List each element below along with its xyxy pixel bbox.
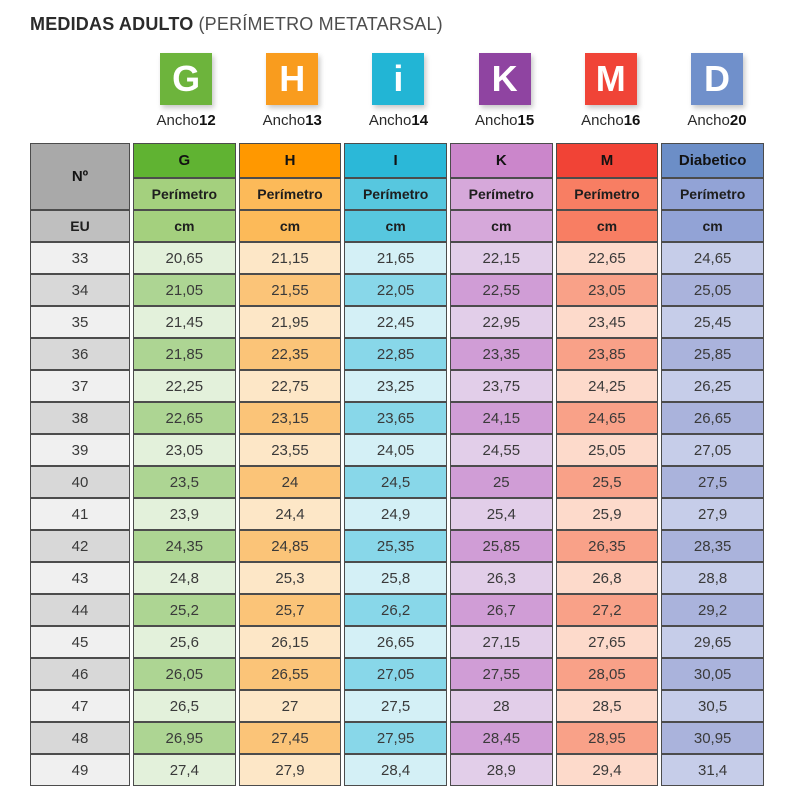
value-cell: 22,55 xyxy=(450,274,553,306)
column-header-Diabetico: Diabetico xyxy=(661,143,764,178)
header-row-units xyxy=(30,210,764,242)
perimetro-header: Perímetro xyxy=(133,178,236,210)
ancho-text: Ancho xyxy=(156,112,200,129)
value-cell: 27,9 xyxy=(661,498,764,530)
page-title-sub: (PERÍMETRO METATARSAL) xyxy=(198,14,443,34)
width-letter-tile-G: G xyxy=(160,53,212,105)
value-cell: 24 xyxy=(239,466,342,498)
value-cell: 22,75 xyxy=(239,370,342,402)
value-cell: 25,8 xyxy=(344,562,447,594)
size-row xyxy=(30,754,764,786)
value-cell: 22,65 xyxy=(133,402,236,434)
value-cell: 28,9 xyxy=(450,754,553,786)
width-letter-tile-D: D xyxy=(691,53,743,105)
width-letter-tile-K: K xyxy=(479,53,531,105)
width-badge xyxy=(345,53,451,129)
unit-cell: cm xyxy=(661,210,764,242)
width-badge-label xyxy=(156,112,215,129)
size-row xyxy=(30,690,764,722)
value-cell: 23,05 xyxy=(133,434,236,466)
column-header-G: G xyxy=(133,143,236,178)
value-cell: 30,95 xyxy=(661,722,764,754)
size-row xyxy=(30,434,764,466)
value-cell: 27,15 xyxy=(450,626,553,658)
value-cell: 23,25 xyxy=(344,370,447,402)
width-badge xyxy=(452,53,558,129)
size-cell: 35 xyxy=(30,306,130,338)
page-title xyxy=(30,14,770,35)
width-badge-label xyxy=(687,112,746,129)
size-row xyxy=(30,626,764,658)
header-row-letters xyxy=(30,143,764,178)
value-cell: 26,65 xyxy=(344,626,447,658)
size-row xyxy=(30,530,764,562)
value-cell: 23,55 xyxy=(239,434,342,466)
size-cell: 40 xyxy=(30,466,130,498)
width-badge xyxy=(133,53,239,129)
value-cell: 28,05 xyxy=(556,658,659,690)
value-cell: 29,65 xyxy=(661,626,764,658)
header-row-perimetro xyxy=(30,178,764,210)
column-header-M: M xyxy=(556,143,659,178)
value-cell: 23,5 xyxy=(133,466,236,498)
value-cell: 27,55 xyxy=(450,658,553,690)
size-row xyxy=(30,498,764,530)
value-cell: 27,05 xyxy=(661,434,764,466)
value-cell: 26,2 xyxy=(344,594,447,626)
size-cell: 37 xyxy=(30,370,130,402)
size-cell: 39 xyxy=(30,434,130,466)
value-cell: 21,55 xyxy=(239,274,342,306)
ancho-text: Ancho xyxy=(687,112,730,129)
value-cell: 24,5 xyxy=(344,466,447,498)
value-cell: 27,45 xyxy=(239,722,342,754)
size-cell: 41 xyxy=(30,498,130,530)
value-cell: 24,35 xyxy=(133,530,236,562)
size-row xyxy=(30,274,764,306)
value-cell: 27,05 xyxy=(344,658,447,690)
size-row xyxy=(30,466,764,498)
value-cell: 24,8 xyxy=(133,562,236,594)
column-header-I: I xyxy=(344,143,447,178)
value-cell: 22,95 xyxy=(450,306,553,338)
value-cell: 22,45 xyxy=(344,306,447,338)
value-cell: 25,85 xyxy=(661,338,764,370)
value-cell: 25,35 xyxy=(344,530,447,562)
size-cell: 48 xyxy=(30,722,130,754)
unit-cell: cm xyxy=(239,210,342,242)
ancho-text: Ancho xyxy=(368,112,412,129)
ancho-text: Ancho xyxy=(581,112,624,129)
value-cell: 26,15 xyxy=(239,626,342,658)
value-cell: 26,65 xyxy=(661,402,764,434)
size-cell: 34 xyxy=(30,274,130,306)
width-badge xyxy=(664,53,770,129)
value-cell: 25,45 xyxy=(661,306,764,338)
value-cell: 26,3 xyxy=(450,562,553,594)
value-cell: 27,95 xyxy=(344,722,447,754)
ancho-number: 13 xyxy=(305,112,322,129)
value-cell: 24,65 xyxy=(556,402,659,434)
value-cell: 29,4 xyxy=(556,754,659,786)
value-cell: 25,9 xyxy=(556,498,659,530)
value-cell: 24,9 xyxy=(344,498,447,530)
perimetro-header: Perímetro xyxy=(239,178,342,210)
value-cell: 21,65 xyxy=(344,242,447,274)
value-cell: 26,7 xyxy=(450,594,553,626)
value-cell: 28,95 xyxy=(556,722,659,754)
value-cell: 24,4 xyxy=(239,498,342,530)
page-title-main: MEDIDAS ADULTO xyxy=(30,14,194,34)
value-cell: 23,05 xyxy=(556,274,659,306)
value-cell: 27 xyxy=(239,690,342,722)
value-cell: 24,85 xyxy=(239,530,342,562)
size-table xyxy=(27,143,767,786)
width-badges-row xyxy=(30,53,770,129)
value-cell: 25,85 xyxy=(450,530,553,562)
value-cell: 28,4 xyxy=(344,754,447,786)
size-cell: 38 xyxy=(30,402,130,434)
value-cell: 28 xyxy=(450,690,553,722)
size-cell: 45 xyxy=(30,626,130,658)
ancho-number: 20 xyxy=(729,112,747,129)
value-cell: 26,8 xyxy=(556,562,659,594)
ancho-number: 12 xyxy=(199,112,216,129)
value-cell: 23,75 xyxy=(450,370,553,402)
perimetro-header: Perímetro xyxy=(450,178,553,210)
value-cell: 26,95 xyxy=(133,722,236,754)
width-letter-tile-M: M xyxy=(585,53,637,105)
value-cell: 25,05 xyxy=(556,434,659,466)
value-cell: 28,35 xyxy=(661,530,764,562)
value-cell: 24,15 xyxy=(450,402,553,434)
width-badge-label xyxy=(475,112,534,129)
value-cell: 22,25 xyxy=(133,370,236,402)
width-letter-tile-H: H xyxy=(266,53,318,105)
size-row xyxy=(30,370,764,402)
column-header-K: K xyxy=(450,143,553,178)
size-row xyxy=(30,658,764,690)
value-cell: 23,65 xyxy=(344,402,447,434)
value-cell: 22,85 xyxy=(344,338,447,370)
value-cell: 27,5 xyxy=(344,690,447,722)
eu-header: EU xyxy=(30,210,130,242)
value-cell: 24,25 xyxy=(556,370,659,402)
value-cell: 23,45 xyxy=(556,306,659,338)
size-cell: 36 xyxy=(30,338,130,370)
value-cell: 22,35 xyxy=(239,338,342,370)
corner-header: Nº xyxy=(30,143,130,210)
ancho-text: Ancho xyxy=(474,112,518,129)
column-header-H: H xyxy=(239,143,342,178)
value-cell: 28,5 xyxy=(556,690,659,722)
value-cell: 26,25 xyxy=(661,370,764,402)
size-row xyxy=(30,402,764,434)
value-cell: 24,65 xyxy=(661,242,764,274)
value-cell: 26,5 xyxy=(133,690,236,722)
ancho-number: 15 xyxy=(517,112,535,129)
value-cell: 24,05 xyxy=(344,434,447,466)
value-cell: 29,2 xyxy=(661,594,764,626)
value-cell: 27,4 xyxy=(133,754,236,786)
size-cell: 47 xyxy=(30,690,130,722)
size-row xyxy=(30,722,764,754)
value-cell: 27,9 xyxy=(239,754,342,786)
value-cell: 22,15 xyxy=(450,242,553,274)
value-cell: 23,9 xyxy=(133,498,236,530)
value-cell: 21,85 xyxy=(133,338,236,370)
size-cell: 43 xyxy=(30,562,130,594)
value-cell: 30,5 xyxy=(661,690,764,722)
width-badge xyxy=(239,53,345,129)
value-cell: 26,55 xyxy=(239,658,342,690)
value-cell: 25 xyxy=(450,466,553,498)
unit-cell: cm xyxy=(556,210,659,242)
value-cell: 25,5 xyxy=(556,466,659,498)
value-cell: 27,65 xyxy=(556,626,659,658)
value-cell: 22,65 xyxy=(556,242,659,274)
width-letter-tile-i: i xyxy=(372,53,424,105)
size-cell: 33 xyxy=(30,242,130,274)
value-cell: 25,2 xyxy=(133,594,236,626)
size-row xyxy=(30,306,764,338)
size-cell: 44 xyxy=(30,594,130,626)
ancho-number: 16 xyxy=(623,112,641,129)
value-cell: 22,05 xyxy=(344,274,447,306)
size-cell: 42 xyxy=(30,530,130,562)
size-row xyxy=(30,562,764,594)
ancho-number: 14 xyxy=(411,112,429,129)
value-cell: 23,15 xyxy=(239,402,342,434)
size-row xyxy=(30,338,764,370)
value-cell: 25,3 xyxy=(239,562,342,594)
size-row xyxy=(30,594,764,626)
value-cell: 23,35 xyxy=(450,338,553,370)
width-badge-label xyxy=(581,112,640,129)
value-cell: 25,6 xyxy=(133,626,236,658)
perimetro-header: Perímetro xyxy=(661,178,764,210)
value-cell: 24,55 xyxy=(450,434,553,466)
value-cell: 21,95 xyxy=(239,306,342,338)
value-cell: 25,7 xyxy=(239,594,342,626)
value-cell: 21,15 xyxy=(239,242,342,274)
value-cell: 26,05 xyxy=(133,658,236,690)
value-cell: 27,5 xyxy=(661,466,764,498)
width-badge-label xyxy=(263,112,322,129)
width-badge xyxy=(558,53,664,129)
value-cell: 26,35 xyxy=(556,530,659,562)
value-cell: 28,8 xyxy=(661,562,764,594)
value-cell: 25,4 xyxy=(450,498,553,530)
width-badge-label xyxy=(369,112,428,129)
ancho-text: Ancho xyxy=(262,112,306,129)
value-cell: 23,85 xyxy=(556,338,659,370)
perimetro-header: Perímetro xyxy=(556,178,659,210)
unit-cell: cm xyxy=(450,210,553,242)
value-cell: 31,4 xyxy=(661,754,764,786)
size-cell: 49 xyxy=(30,754,130,786)
value-cell: 28,45 xyxy=(450,722,553,754)
unit-cell: cm xyxy=(133,210,236,242)
value-cell: 21,05 xyxy=(133,274,236,306)
size-cell: 46 xyxy=(30,658,130,690)
value-cell: 25,05 xyxy=(661,274,764,306)
value-cell: 30,05 xyxy=(661,658,764,690)
value-cell: 21,45 xyxy=(133,306,236,338)
size-row xyxy=(30,242,764,274)
value-cell: 20,65 xyxy=(133,242,236,274)
unit-cell: cm xyxy=(344,210,447,242)
perimetro-header: Perímetro xyxy=(344,178,447,210)
value-cell: 27,2 xyxy=(556,594,659,626)
